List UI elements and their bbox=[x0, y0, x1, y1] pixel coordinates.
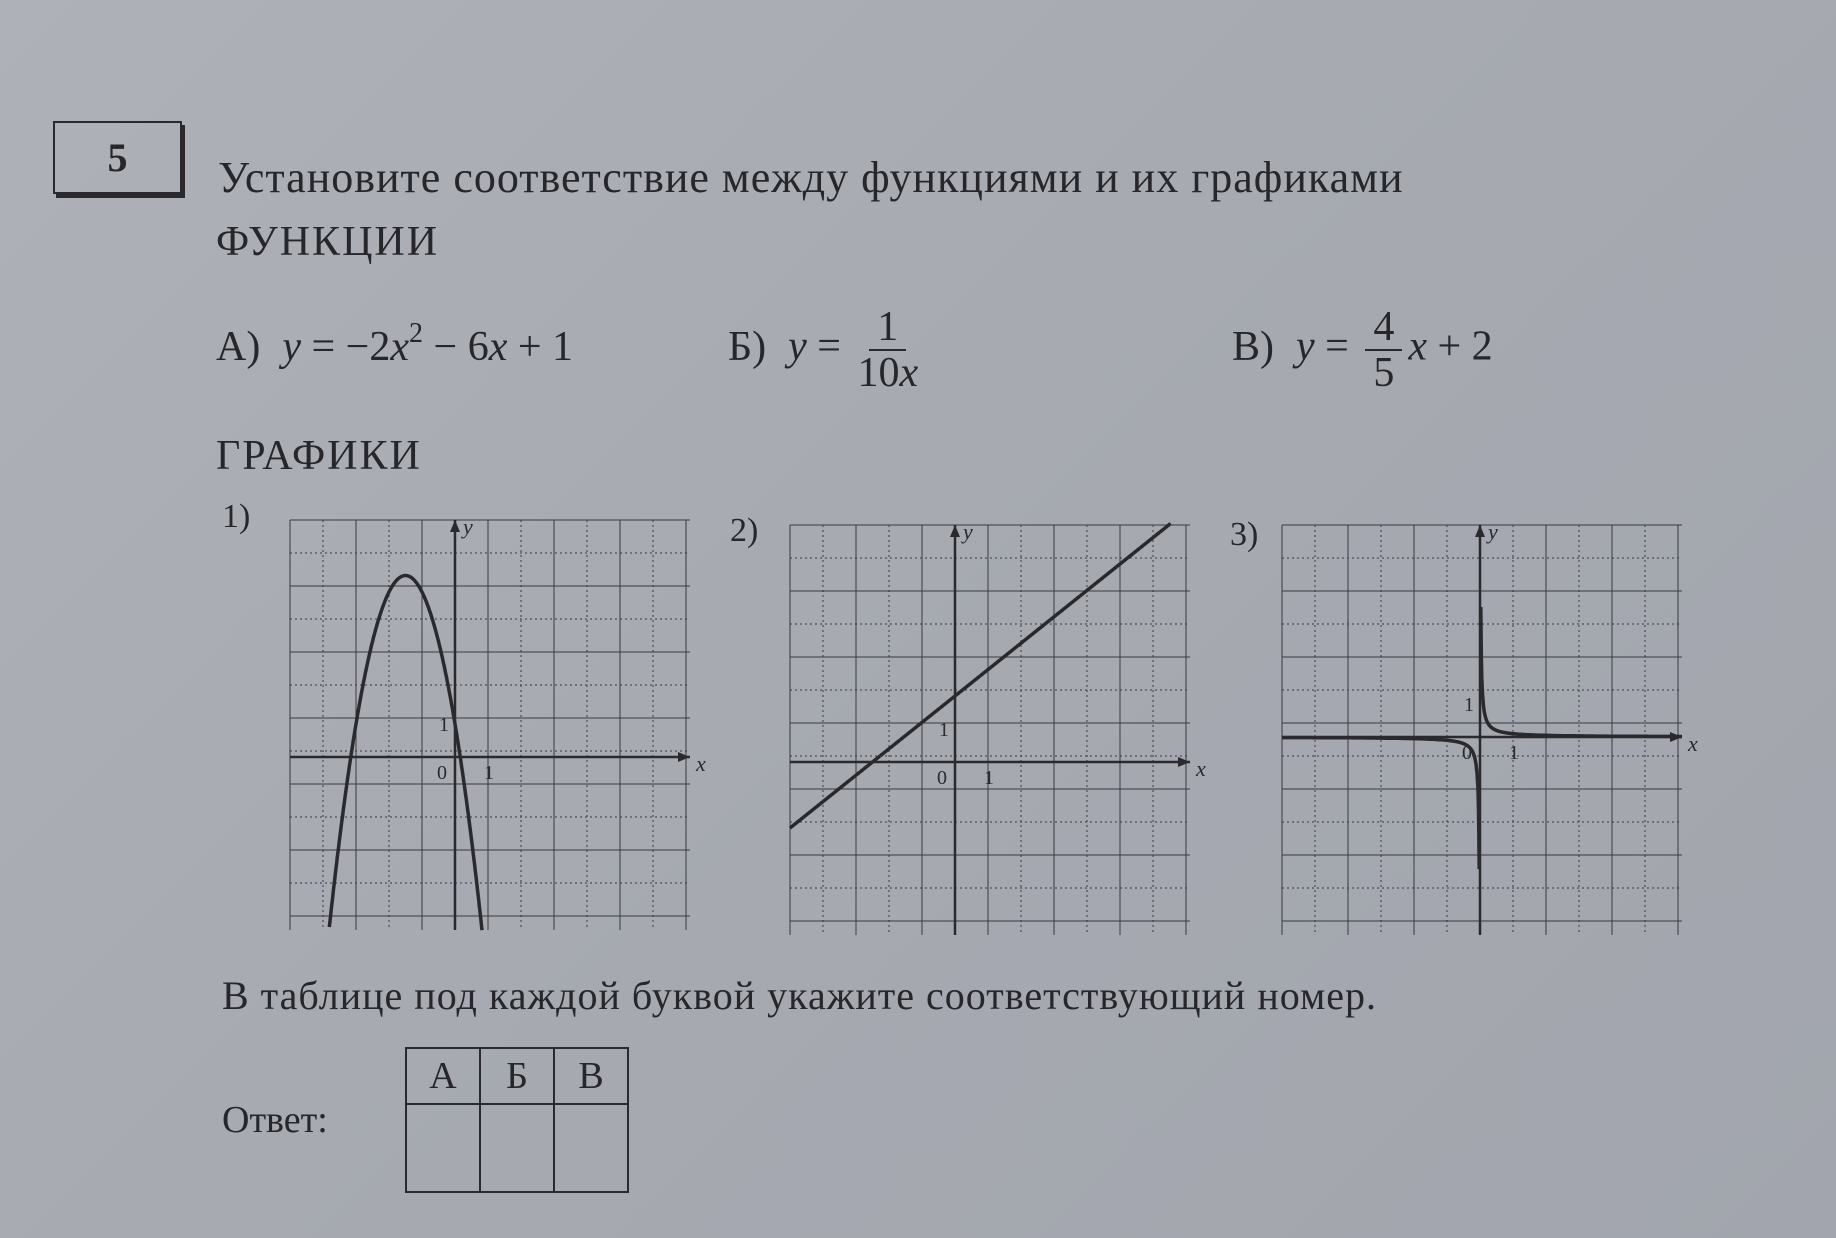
y-axis-arrow-icon bbox=[450, 520, 460, 532]
x-axis-arrow-icon bbox=[678, 752, 690, 762]
function-b: Б) y = $\frac{1}{10x}$ bbox=[728, 304, 919, 397]
x-unit-label: 1 bbox=[484, 762, 494, 784]
function-curve bbox=[790, 524, 1171, 829]
function-curve bbox=[1481, 607, 1682, 737]
answer-table bbox=[405, 1047, 629, 1193]
answer-header-b: Б bbox=[480, 1048, 554, 1104]
function-b-label: Б) bbox=[728, 323, 767, 370]
function-curve bbox=[329, 576, 482, 931]
x-axis-arrow-icon bbox=[1178, 757, 1190, 767]
y-unit-label: 1 bbox=[439, 714, 449, 736]
x-axis-label: x bbox=[1196, 756, 1206, 781]
y-axis-label: y bbox=[1488, 519, 1498, 544]
function-a-label: А) bbox=[216, 324, 261, 370]
answer-cell-c[interactable] bbox=[554, 1104, 628, 1192]
origin-label: 0 bbox=[937, 767, 947, 789]
answer-header-c: В bbox=[554, 1048, 628, 1104]
answer-cell-a[interactable] bbox=[406, 1104, 480, 1192]
answer-label: Ответ: bbox=[222, 1099, 328, 1141]
graph-2-line bbox=[790, 519, 1206, 945]
fraction-4-over-5: $\frac{4}{5}$ bbox=[1365, 305, 1402, 395]
y-axis-label: y bbox=[463, 514, 473, 539]
y-unit-label: 1 bbox=[939, 719, 949, 741]
y-unit-label: 1 bbox=[1464, 694, 1474, 716]
y-axis-label: y bbox=[963, 519, 973, 544]
origin-label: 0 bbox=[1462, 742, 1472, 764]
fraction-1-over-10x: $\frac{1}{10x}$ bbox=[857, 304, 919, 397]
x-axis-label: x bbox=[1688, 731, 1698, 756]
y-axis-arrow-icon bbox=[1475, 525, 1485, 537]
answer-header-a: А bbox=[406, 1048, 480, 1104]
graph-1-label: 1) bbox=[222, 498, 251, 535]
graph-3-label: 3) bbox=[1230, 516, 1259, 553]
x-axis-label: x bbox=[696, 751, 706, 776]
function-c-label: В) bbox=[1232, 323, 1274, 370]
x-unit-label: 1 bbox=[984, 767, 994, 789]
y-axis-arrow-icon bbox=[950, 525, 960, 537]
function-curve bbox=[1282, 738, 1479, 870]
origin-label: 0 bbox=[437, 762, 447, 784]
x-unit-label: 1 bbox=[1509, 742, 1519, 764]
answer-cell-b[interactable] bbox=[480, 1104, 554, 1192]
graph-3-hyperbola bbox=[1282, 519, 1698, 945]
task-number-box: 5 bbox=[53, 121, 182, 194]
graphs-heading: ГРАФИКИ bbox=[216, 433, 422, 479]
graph-2-label: 2) bbox=[730, 512, 759, 549]
instruction-text: В таблице под каждой буквой укажите соответствующий номер. bbox=[222, 973, 1378, 1018]
graph-1-parabola bbox=[290, 514, 706, 940]
function-a: А) $y = -2x^2 - 6x + 1$ bbox=[216, 318, 574, 370]
functions-heading: ФУНКЦИИ bbox=[216, 219, 440, 265]
task-title: Установите соответствие между функциями и их графиками bbox=[218, 153, 1404, 202]
function-c: В) y = $\frac{4}{5}$ x + 2 bbox=[1232, 304, 1493, 397]
